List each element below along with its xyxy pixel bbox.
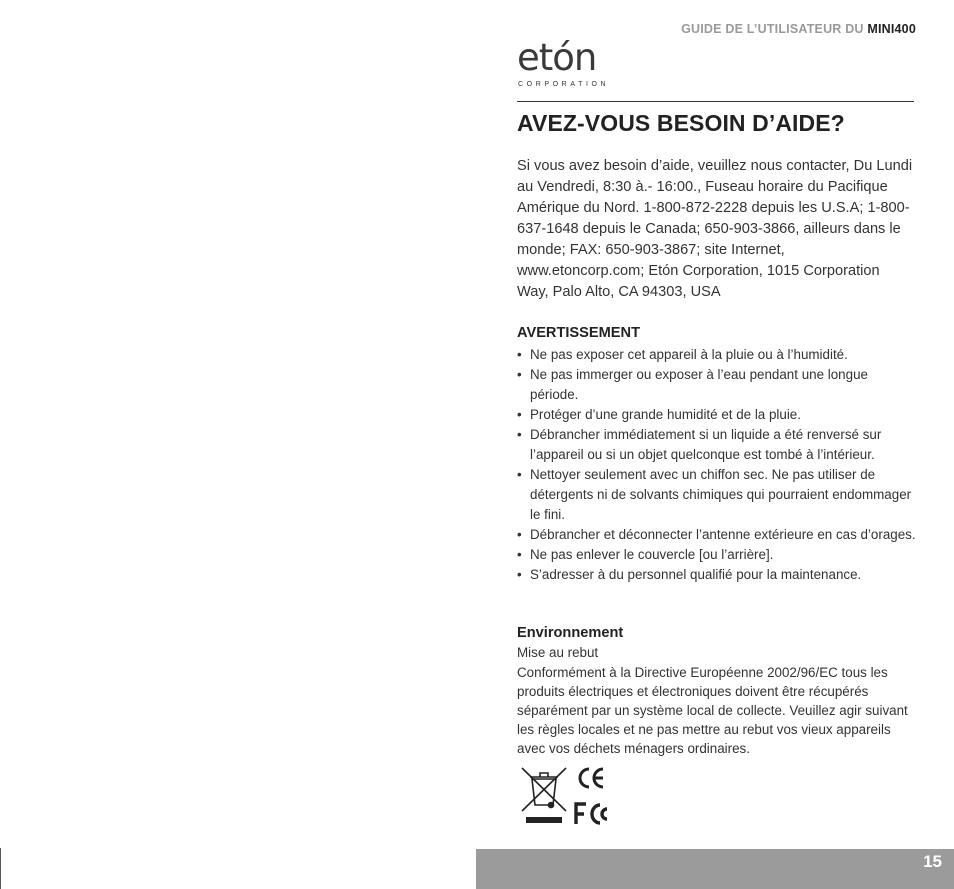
header-model: MINI400 <box>867 22 916 36</box>
list-item: • Protéger d’une grande humidité et de la pluie. <box>517 405 917 425</box>
page-gutter-line <box>0 848 1 889</box>
environment-paragraph: Conformément à la Directive Européenne 2002/96/EC tous les produits électriques et électroniques doivent être récupérés séparément par un système local de collecte. Veuillez agir suivant les règles locales et ne pas mettre au rebut vos vieux appareils avec vos déchets ménagers ordinaires. <box>517 665 908 756</box>
list-item: • S’adresser à du personnel qualifié pour la maintenance. <box>517 565 917 585</box>
list-item: • Ne pas enlever le couvercle [ou l’arrière]. <box>517 545 917 565</box>
list-item: • Débrancher et déconnecter l’antenne extérieure en cas d’orages. <box>517 525 917 545</box>
warning-list <box>517 345 917 585</box>
page-number: 15 <box>923 852 942 871</box>
environment-heading: Environnement <box>517 625 624 641</box>
warning-heading: AVERTISSEMENT <box>517 325 640 341</box>
ce-mark-icon <box>576 766 606 790</box>
crossed-out-bin-icon <box>520 765 570 827</box>
page-title: AVEZ-VOUS BESOIN D’AIDE? <box>517 110 845 136</box>
footer-bar <box>476 849 954 889</box>
list-item: • Ne pas immerger ou exposer à l’eau pendant une longue période. <box>517 365 917 405</box>
running-header <box>517 22 916 36</box>
eton-logo <box>517 36 611 90</box>
environment-subheading: Mise au rebut <box>517 645 599 660</box>
list-item: • Nettoyer seulement avec un chiffon sec. Ne pas utiliser de détergents ni de solvants chimiques qui pourraient endommager le fini. <box>517 465 917 525</box>
header-divider <box>517 101 914 102</box>
fcc-logo-icon <box>574 801 610 827</box>
header-guide-label: GUIDE DE L’UTILISATEUR DU <box>681 22 864 36</box>
help-contact-paragraph: Si vous avez besoin d’aide, veuillez nous contacter, Du Lundi au Vendredi, 8:30 à.- 16:00., Fuseau horaire du Pacifique Amérique du Nord. 1-800-872-2228 depuis les U.S.A; 1-800-637-1648 depuis le Canada; 650-903-3866, ailleurs dans le monde; FAX: 650-903-3867; site Internet, www.etoncorp.com; Etón Corporation, 1015 Corporation Way, Palo Alto, CA 94303, USA <box>517 158 913 300</box>
logo-subtitle: CORPORATION <box>518 81 610 88</box>
logo-wordmark: etón <box>517 36 597 79</box>
list-item: • Ne pas exposer cet appareil à la pluie ou à l’humidité. <box>517 345 917 365</box>
list-item: • Débrancher immédiatement si un liquide a été renversé sur l’appareil ou si un objet quelconque est tombé à l’intérieur. <box>517 425 917 465</box>
